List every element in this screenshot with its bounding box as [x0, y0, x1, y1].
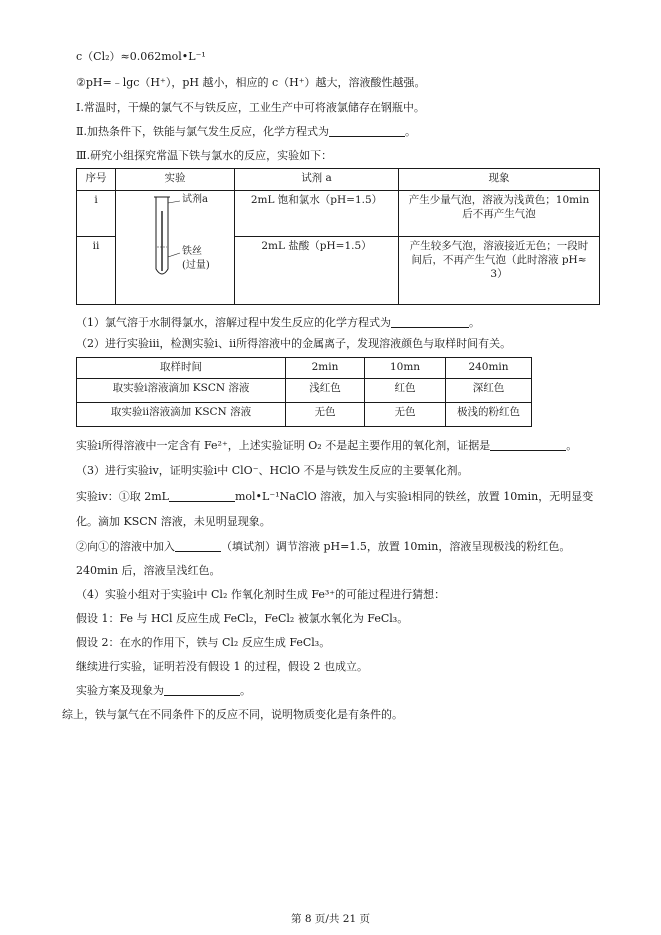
phenomenon-line: 3）	[490, 268, 508, 281]
table-header: 240min	[446, 358, 532, 379]
table-cell: 取实验ⅱ溶液滴加 KSCN 溶液	[77, 403, 286, 427]
text-line-part-i: Ⅰ.常温时，干燥的氯气不与铁反应，工业生产中可将液氯储存在钢瓶中。	[76, 101, 425, 114]
table-row	[77, 191, 600, 237]
question-1	[76, 316, 480, 331]
table-header: 10mn	[365, 358, 446, 379]
phenomenon-cell	[399, 237, 600, 305]
text-line-part-iii: Ⅲ.研究小组探究常温下铁与氯水的反应，实验如下：	[76, 149, 333, 162]
conclusion: 综上，铁与氯气在不同条件下的反应不同，说明物质变化是有条件的。	[62, 708, 403, 721]
test-tube-diagram	[116, 191, 226, 287]
phenomenon-line: 间后，不再产生气泡（此时溶液 pH≈	[411, 254, 587, 267]
question-4-continue: 继续进行实验，证明若没有假设 1 的过程，假设 2 也成立。	[76, 660, 368, 673]
table-header: 2min	[286, 358, 365, 379]
apparatus-cell	[116, 191, 235, 305]
step-1-post: mol•L⁻¹NaClO 溶液，加入与实验ⅰ相同的铁丝，放置 10min，无明显变	[234, 490, 594, 503]
table-header: 取样时间	[77, 358, 286, 379]
table-cell: 无色	[286, 403, 365, 427]
question-4-plan	[76, 684, 251, 699]
text-line-ph-definition: ②pH=﹣lgc（H⁺），pH 越小，相应的 c（H⁺）越大，溶液酸性越强。	[76, 76, 426, 89]
text-line-c-cl2: c（Cl₂）≈0.062mol•L⁻¹	[76, 50, 206, 63]
question-3-step-1-cont: 化。滴加 KSCN 溶液，未见明显现象。	[76, 515, 271, 528]
table-header: 实验	[116, 169, 235, 191]
reagent-cell: 2mL 饱和氯水（pH=1.5）	[235, 191, 399, 237]
text-line-part-ii	[76, 125, 416, 140]
part-ii-text: Ⅱ.加热条件下，铁能与氯气发生反应，化学方程式为	[76, 125, 329, 138]
table-header: 序号	[77, 169, 116, 191]
reagent-cell: 2mL 盐酸（pH=1.5）	[235, 237, 399, 305]
answer-blank	[164, 684, 240, 696]
answer-blank	[175, 540, 221, 552]
experiment-table	[76, 168, 600, 305]
question-3-step-2-cont: 240min 后，溶液呈浅红色。	[76, 564, 221, 577]
hypothesis-1: 假设 1：Fe 与 HCl 反应生成 FeCl₂，FeCl₂ 被氯水氧化为 FeCl₃。	[76, 612, 409, 625]
question-4: （4）实验小组对于实验ⅰ中 Cl₂ 作氧化剂时生成 Fe³⁺的可能过程进行猜想：	[76, 588, 446, 601]
phenomenon-line: 产生较多气泡，溶液接近无色；一段时	[409, 240, 589, 252]
phenomenon-cell	[399, 191, 600, 237]
row-id: ii	[77, 237, 116, 305]
step-2-post: （填试剂）调节溶液 pH=1.5，放置 10min，溶液呈现极浅的粉红色。	[221, 540, 571, 553]
table-cell: 浅红色	[286, 379, 365, 403]
plan-end: 。	[240, 684, 251, 697]
table-header: 现象	[399, 169, 600, 191]
label-reagent-a: 试剂a	[182, 194, 208, 205]
table-row	[77, 379, 532, 403]
step-1-pre: 实验ⅳ：①取 2mL	[76, 490, 169, 503]
question-3: （3）进行实验ⅳ，证明实验ⅰ中 ClO⁻、HClO 不是与铁发生反应的主要氧化剂。	[76, 464, 469, 477]
answer-blank	[169, 490, 235, 502]
hypothesis-2: 假设 2：在水的作用下，铁与 Cl₂ 反应生成 FeCl₃。	[76, 636, 331, 649]
table-cell: 极浅的粉红色	[446, 403, 532, 427]
phenomenon-line: 后不再产生气泡	[462, 208, 536, 221]
answer-blank	[490, 439, 566, 451]
label-iron-wire: 铁丝	[182, 246, 202, 257]
question-1-text: （1）氯气溶于水制得氯水，溶解过程中发生反应的化学方程式为	[76, 316, 391, 329]
question-2-evidence	[76, 439, 577, 454]
ksc-table	[76, 357, 532, 427]
part-ii-end: 。	[404, 125, 416, 138]
answer-blank	[391, 316, 469, 328]
table-cell: 取实验ⅰ溶液滴加 KSCN 溶液	[77, 379, 286, 403]
question-3-step-1	[76, 490, 593, 505]
question-3-step-2	[76, 540, 570, 555]
question-1-end: 。	[469, 316, 480, 329]
table-cell: 红色	[365, 379, 446, 403]
question-2: （2）进行实验iii，检测实验ⅰ、ⅱ所得溶液中的金属离子，发现溶液颜色与取样时间有关。	[76, 337, 512, 350]
page-footer: 第 8 页/共 21 页	[291, 913, 370, 925]
label-excess: (过量)	[182, 260, 210, 271]
table-header: 试剂 a	[235, 169, 399, 191]
answer-blank	[329, 125, 405, 137]
row-id: i	[77, 191, 116, 237]
step-2-pre: ②向①的溶液中加入	[76, 540, 175, 553]
table-cell: 无色	[365, 403, 446, 427]
plan-text: 实验方案及现象为	[76, 684, 164, 697]
table-row	[77, 358, 532, 379]
question-2-evidence-text: 实验ⅰ所得溶液中一定含有 Fe²⁺，上述实验证明 O₂ 不是起主要作用的氧化剂，证据是	[76, 439, 491, 452]
table-cell: 深红色	[446, 379, 532, 403]
question-2-evidence-end: 。	[566, 439, 578, 452]
phenomenon-line: 产生少量气泡，溶液为浅黄色；10min	[408, 194, 590, 206]
table-row	[77, 403, 532, 427]
